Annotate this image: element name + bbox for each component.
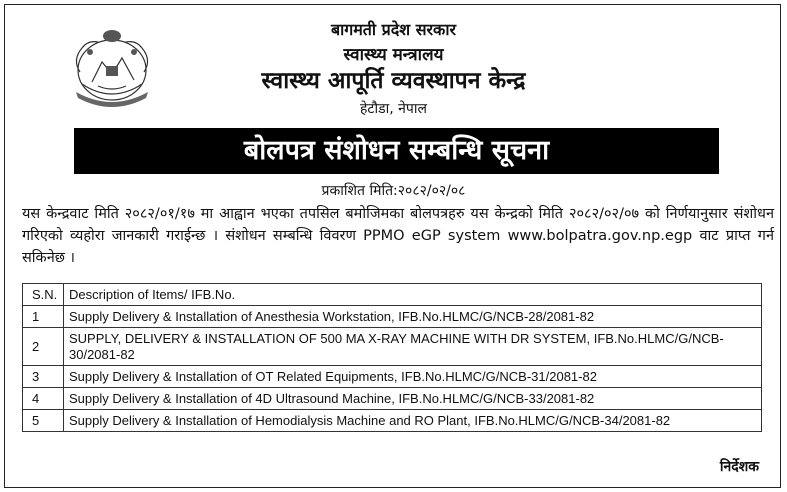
row-description: Supply Delivery & Installation of 4D Ultrasound Machine, IFB.No.HLMC/G/NCB-33/2081-82 — [64, 388, 762, 410]
header-sn: S.N. — [23, 284, 64, 306]
row-description: Supply Delivery & Installation of OT Related Equipments, IFB.No.HLMC/G/NCB-31/2081-82 — [64, 366, 762, 388]
header-line1: बागमती प्रदेश सरकार — [330, 20, 457, 39]
table-row — [23, 328, 762, 366]
row-description: Supply Delivery & Installation of Hemodialysis Machine and RO Plant, IFB.No.HLMC/G/NCB-34/2081-82 — [64, 410, 762, 432]
row-description: Supply Delivery & Installation of Anesthesia Workstation, IFB.No.HLMC/G/NCB-28/2081-82 — [64, 306, 762, 328]
table-row — [23, 306, 762, 328]
header-description: Description of Items/ IFB.No. — [64, 284, 762, 306]
header-line2: स्वास्थ्य मन्त्रालय — [343, 45, 444, 65]
table-header-row — [23, 284, 762, 306]
row-sn: 1 — [23, 306, 64, 328]
header-line4: हेटौडा, नेपाल — [360, 101, 427, 117]
table-row — [23, 388, 762, 410]
notice-body: यस केन्द्रवाट मिति २०८२/०१/१७ मा आह्वान भएका तपसिल बमोजिमका बोलपत्रहरु यस केन्द्रको मिति २०८२/०२/०७ को निर्णयानुसार संशोधन गरिएको व्यहोरा जानकारी गराईन्छ । संशोधन सम्बन्धि विवरण PPMO eGP system www.bolpatra.gov.np.egp वाट प्राप्त गर्न सकिनेछ । — [22, 206, 774, 266]
published-date: प्रकाशित मिति:२०८२/०२/०८ — [321, 183, 466, 199]
row-sn: 4 — [23, 388, 64, 410]
table-row — [23, 410, 762, 432]
notice-title-banner: बोलपत्र संशोधन सम्बन्धि सूचना — [74, 128, 719, 174]
header-line3: स्वास्थ्य आपूर्ति व्यवस्थापन केन्द्र — [261, 68, 526, 94]
signature-label: निर्देशक — [719, 459, 759, 475]
row-sn: 3 — [23, 366, 64, 388]
items-table — [22, 283, 762, 432]
row-sn: 5 — [23, 410, 64, 432]
row-description: SUPPLY, DELIVERY & INSTALLATION OF 500 MA X-RAY MACHINE WITH DR SYSTEM, IFB.No.HLMC/G/NCB-30/2081-82 — [64, 328, 762, 366]
row-sn: 2 — [23, 328, 64, 366]
table-row — [23, 366, 762, 388]
